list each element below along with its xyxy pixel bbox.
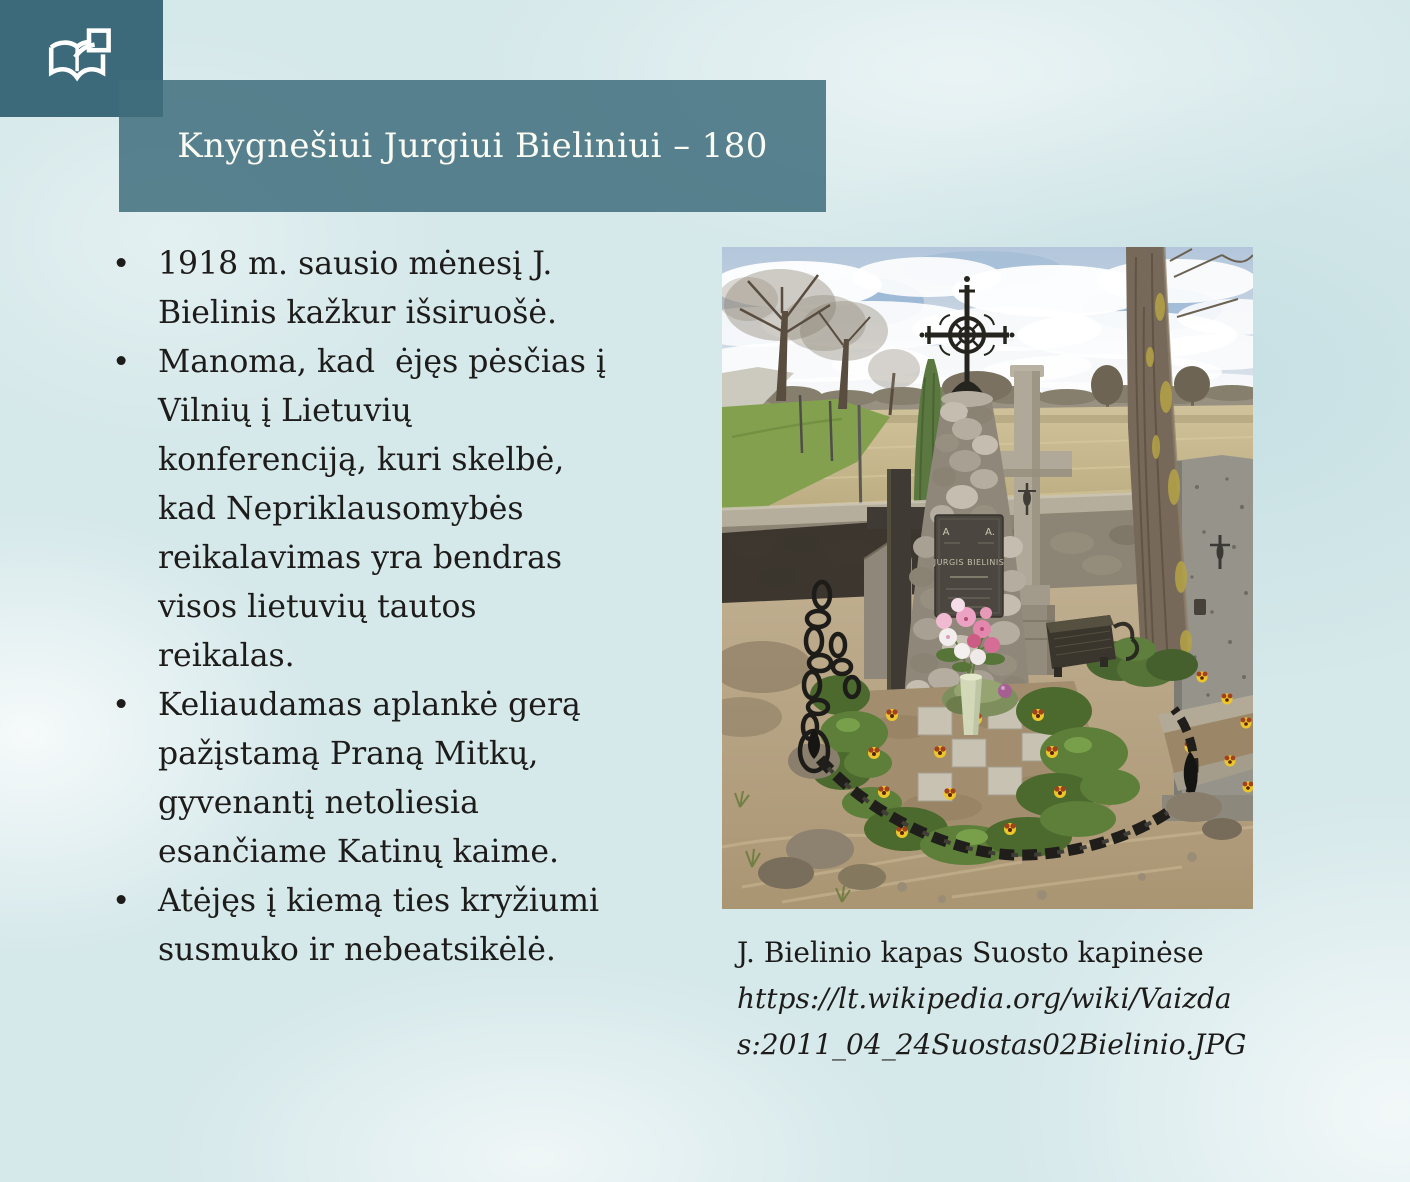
bullet-marker: •: [112, 246, 131, 282]
bullet-text: Atėjęs į kiemą ties kryžiumi: [158, 883, 600, 919]
title-banner: [119, 80, 826, 212]
caption-url-line: https://lt.wikipedia.org/wiki/Vaizda: [737, 982, 1232, 1015]
grave-photo: [722, 247, 1253, 909]
bullet-text: susmuko ir nebeatsikėlė.: [158, 932, 556, 968]
grave-lantern: [1194, 599, 1206, 615]
bullet-text: esančiame Katinų kaime.: [158, 834, 559, 870]
bullet-text: kad Nepriklausomybės: [158, 491, 524, 527]
bullet-text: Keliaudamas aplankė gerą: [158, 687, 581, 723]
memorial-plaque: [933, 515, 1005, 617]
bullet-item: [104, 877, 606, 975]
grave-photo-illustration: [722, 247, 1253, 909]
bullet-text: Manoma, kad ėjęs pėsčias į: [158, 344, 606, 380]
bullet-item: [104, 338, 606, 681]
bullet-item: [104, 240, 606, 338]
bullet-text: konferenciją, kuri skelbė,: [158, 442, 565, 478]
caption-title: J. Bielinio kapas Suosto kapinėse: [737, 936, 1204, 969]
bullet-marker: •: [112, 344, 131, 380]
bullet-text: reikalas.: [158, 638, 295, 674]
bullet-list: [104, 240, 606, 975]
purple-ornament: [998, 684, 1012, 698]
plaque-letter: A: [942, 527, 950, 538]
bullet-marker: •: [112, 883, 131, 919]
bullet-text: pažįstamą Praną Mitkų,: [158, 736, 539, 772]
plaque-name: JURGIS BIELINIS: [933, 558, 1005, 567]
bullet-text: gyvenantį netoliesia: [158, 785, 479, 821]
photo-caption: [737, 930, 1246, 1068]
slide-title: Knygnešiui Jurgiui Bieliniui – 180: [177, 126, 768, 166]
bullet-text: Vilnių į Lietuvių: [158, 393, 412, 429]
open-book-share-icon: [40, 24, 124, 96]
bullet-text: reikalavimas yra bendras: [158, 540, 563, 576]
bullet-text: visos lietuvių tautos: [158, 589, 477, 625]
plaque-letter: A.: [985, 527, 995, 538]
bullet-item: [104, 681, 606, 877]
caption-url-line: s:2011_04_24Suostas02Bielinio.JPG: [737, 1028, 1247, 1061]
bullet-text: 1918 m. sausio mėnesį J.: [158, 246, 553, 282]
bullet-marker: •: [112, 687, 131, 723]
bullet-text: Bielinis kažkur išsiruošė.: [158, 295, 558, 331]
